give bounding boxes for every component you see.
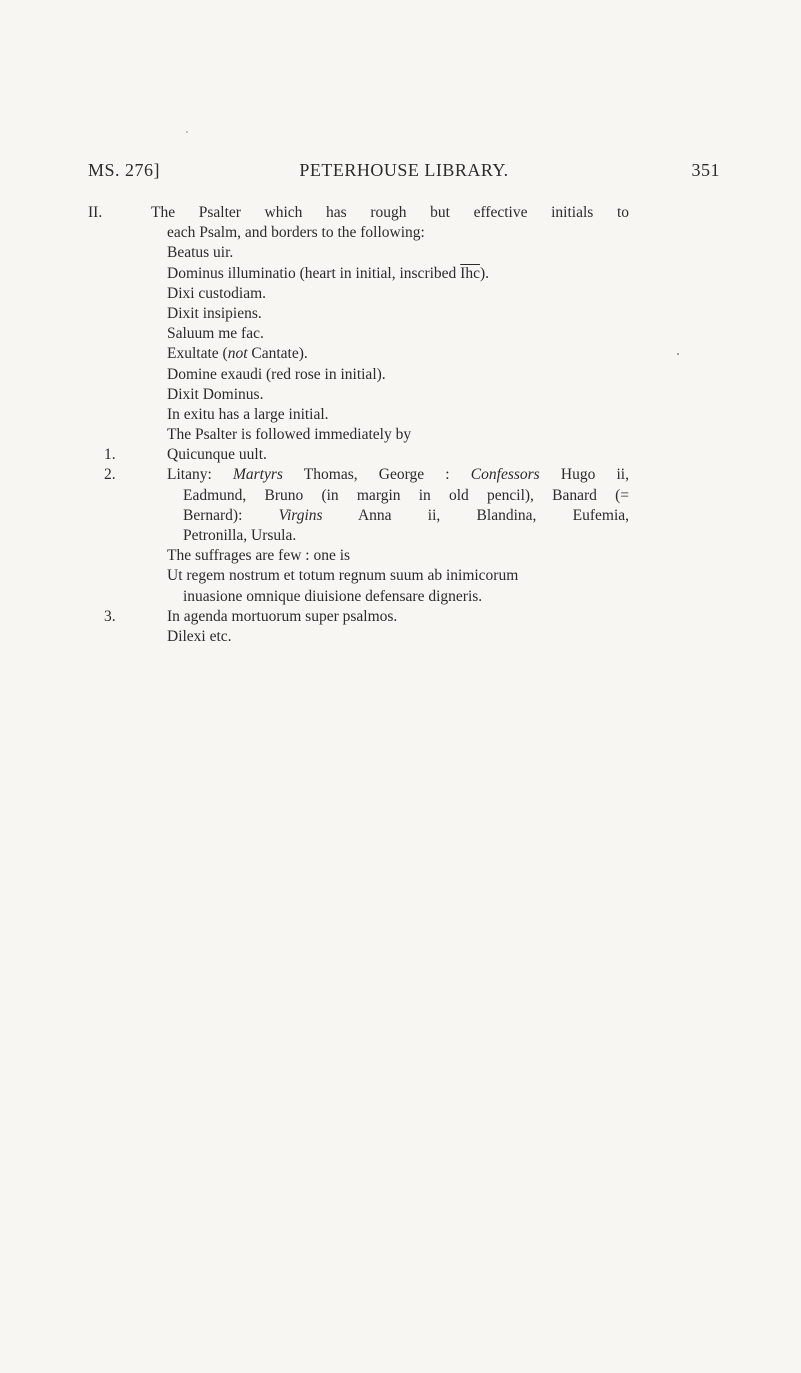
italic-confessors: Confessors xyxy=(470,466,540,484)
italic-virgins: Virgins xyxy=(278,506,323,524)
psalm-border-item: Dixi custodiam. xyxy=(167,284,267,302)
psalm-border-item: In exitu has a large initial. xyxy=(167,405,329,423)
psalter-intro-line: The Psalter which has rough but effective initials to xyxy=(151,204,629,221)
manuscript-number: MS. 276] xyxy=(88,160,161,180)
entry-text: In agenda mortuorum super psalmos. xyxy=(167,607,398,625)
italic-martyrs: Martyrs xyxy=(232,466,283,484)
litany-line: Bernard): Virgins Anna ii, Blandina, Eufemia, xyxy=(183,506,630,524)
psalm-border-item: Beatus uir. xyxy=(167,244,234,262)
litany-line: Eadmund, Bruno (in margin in old pencil), Banard (= xyxy=(183,486,629,504)
text-line xyxy=(0,486,801,506)
psalm-border-item: Domine exaudi (red rose in initial). xyxy=(167,365,386,383)
text-line xyxy=(0,465,801,485)
text-line xyxy=(0,365,801,385)
text-line xyxy=(0,566,801,586)
entry-number: 1. xyxy=(104,446,116,464)
entry-number: 3. xyxy=(104,607,116,625)
text-line xyxy=(0,385,801,405)
text-line xyxy=(0,223,801,243)
running-head xyxy=(88,160,720,186)
text-line xyxy=(0,243,801,263)
text-line xyxy=(0,607,801,627)
text-line xyxy=(0,425,801,445)
suffrage-text-line: Ut regem nostrum et totum regnum suum ab inimicorum xyxy=(167,567,519,585)
text-line xyxy=(0,405,801,425)
litany-line: Petronilla, Ursula. xyxy=(183,527,297,544)
text-line xyxy=(0,627,801,647)
text-line xyxy=(0,344,801,364)
text-line xyxy=(0,526,801,546)
litany-line: Litany: Martyrs Thomas, George : Confessors Hugo ii, xyxy=(167,466,629,484)
text-line xyxy=(0,587,801,607)
text-line xyxy=(0,445,801,465)
psalm-border-item: Dominus illuminatio (heart in initial, inscribed $\overline{Ihc}$). xyxy=(167,264,490,282)
text-line xyxy=(0,324,801,344)
library-title: PETERHOUSE LIBRARY. xyxy=(299,160,509,180)
paper-speck xyxy=(677,353,679,355)
text-line xyxy=(0,546,801,566)
psalter-followed-line: The Psalter is followed immediately by xyxy=(167,426,412,444)
section-number: II. xyxy=(88,204,103,221)
text-line xyxy=(0,284,801,304)
ihc-abbreviation: $\overline{Ihc}$ xyxy=(460,264,480,282)
page-number: 351 xyxy=(691,160,720,180)
entry-text: Dilexi etc. xyxy=(167,627,232,645)
suffrage-text-line: inuasione omnique diuisione defensare digneris. xyxy=(183,587,483,605)
psalm-border-item: Dixit insipiens. xyxy=(167,304,262,322)
psalter-intro-line: each Psalm, and borders to the following: xyxy=(167,224,425,242)
entry-number: 2. xyxy=(104,466,116,484)
psalm-border-item: Saluum me fac. xyxy=(167,325,264,343)
text-line xyxy=(0,304,801,324)
psalm-border-item: Dixit Dominus. xyxy=(167,385,264,403)
body-text xyxy=(0,203,801,647)
suffrages-line: The suffrages are few : one is xyxy=(167,547,351,565)
text-line xyxy=(0,264,801,284)
text-line xyxy=(0,203,801,223)
text-line xyxy=(0,506,801,526)
italic-not: not xyxy=(227,345,248,363)
entry-text: Quicunque uult. xyxy=(167,446,267,464)
paper-speck xyxy=(186,131,188,133)
psalm-border-item: Exultate (not Cantate). xyxy=(167,345,308,363)
